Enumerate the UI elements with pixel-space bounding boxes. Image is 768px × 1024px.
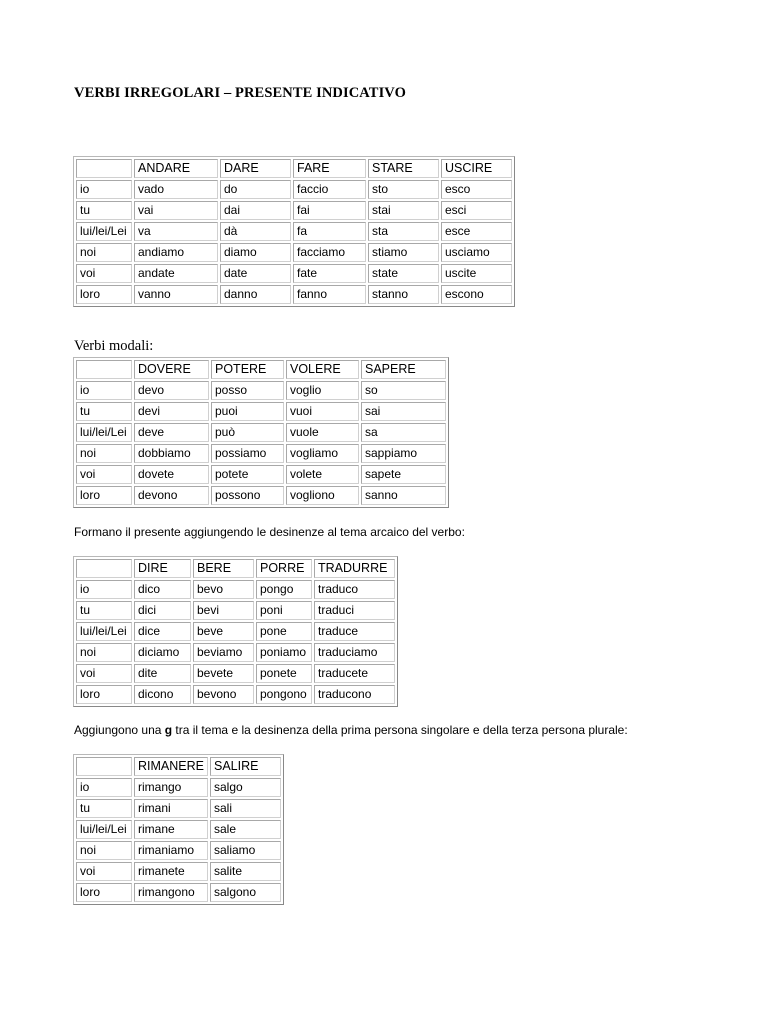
- conjugation-cell: bevete: [193, 664, 254, 683]
- header-empty-cell: [76, 360, 132, 379]
- conjugation-cell: sa: [361, 423, 446, 442]
- conjugation-cell: dicono: [134, 685, 191, 704]
- conjugation-cell: traduciamo: [314, 643, 395, 662]
- conjugation-cell: sale: [210, 820, 281, 839]
- conjugation-cell: possono: [211, 486, 284, 505]
- person-cell: io: [76, 778, 132, 797]
- table-row: [76, 601, 395, 620]
- conjugation-cell: pongo: [256, 580, 312, 599]
- person-cell: tu: [76, 601, 132, 620]
- verb-table-modal: [73, 357, 449, 508]
- conjugation-cell: volete: [286, 465, 359, 484]
- table-row: [76, 486, 446, 505]
- conjugation-cell: poni: [256, 601, 312, 620]
- verb-table-andare-uscire: [73, 156, 515, 307]
- table-row: [76, 643, 395, 662]
- person-cell: tu: [76, 799, 132, 818]
- conjugation-cell: andiamo: [134, 243, 218, 262]
- conjugation-cell: sapete: [361, 465, 446, 484]
- header-cell: SAPERE: [361, 360, 446, 379]
- header-cell: STARE: [368, 159, 439, 178]
- person-cell: tu: [76, 201, 132, 220]
- person-cell: lui/lei/Lei: [76, 820, 132, 839]
- header-cell: DIRE: [134, 559, 191, 578]
- conjugation-cell: bevi: [193, 601, 254, 620]
- table-row: [76, 381, 446, 400]
- conjugation-cell: va: [134, 222, 218, 241]
- conjugation-cell: salite: [210, 862, 281, 881]
- conjugation-cell: esco: [441, 180, 512, 199]
- person-cell: loro: [76, 486, 132, 505]
- conjugation-cell: sto: [368, 180, 439, 199]
- table-row: [76, 799, 281, 818]
- table-row: [76, 580, 395, 599]
- conjugation-cell: vanno: [134, 285, 218, 304]
- conjugation-cell: diciamo: [134, 643, 191, 662]
- conjugation-cell: rimanete: [134, 862, 208, 881]
- conjugation-cell: usciamo: [441, 243, 512, 262]
- table-row: [76, 862, 281, 881]
- conjugation-cell: rimani: [134, 799, 208, 818]
- conjugation-cell: stiamo: [368, 243, 439, 262]
- conjugation-cell: puoi: [211, 402, 284, 421]
- conjugation-cell: state: [368, 264, 439, 283]
- conjugation-cell: devo: [134, 381, 209, 400]
- table-row: [76, 465, 446, 484]
- conjugation-cell: dite: [134, 664, 191, 683]
- person-cell: loro: [76, 883, 132, 902]
- heading-modal-verbs: Verbi modali:: [74, 338, 154, 354]
- conjugation-cell: potete: [211, 465, 284, 484]
- conjugation-cell: traduce: [314, 622, 395, 641]
- conjugation-cell: salgo: [210, 778, 281, 797]
- conjugation-cell: stai: [368, 201, 439, 220]
- person-cell: noi: [76, 444, 132, 463]
- conjugation-cell: pone: [256, 622, 312, 641]
- conjugation-cell: vai: [134, 201, 218, 220]
- conjugation-cell: devi: [134, 402, 209, 421]
- conjugation-cell: esci: [441, 201, 512, 220]
- person-cell: tu: [76, 402, 132, 421]
- person-cell: voi: [76, 664, 132, 683]
- conjugation-cell: dai: [220, 201, 291, 220]
- header-cell: RIMANERE: [134, 757, 208, 776]
- person-cell: loro: [76, 285, 132, 304]
- header-cell: POTERE: [211, 360, 284, 379]
- conjugation-cell: pongono: [256, 685, 312, 704]
- conjugation-cell: escono: [441, 285, 512, 304]
- conjugation-cell: sai: [361, 402, 446, 421]
- table-row: [76, 444, 446, 463]
- conjugation-cell: danno: [220, 285, 291, 304]
- table-row: [76, 402, 446, 421]
- header-cell: PORRE: [256, 559, 312, 578]
- conjugation-cell: vado: [134, 180, 218, 199]
- conjugation-cell: bevono: [193, 685, 254, 704]
- conjugation-cell: esce: [441, 222, 512, 241]
- table-header-row: [76, 757, 281, 776]
- table-header-row: [76, 360, 446, 379]
- conjugation-cell: traducono: [314, 685, 395, 704]
- person-cell: lui/lei/Lei: [76, 423, 132, 442]
- table-row: [76, 778, 281, 797]
- conjugation-cell: saliamo: [210, 841, 281, 860]
- header-cell: TRADURRE: [314, 559, 395, 578]
- conjugation-cell: sali: [210, 799, 281, 818]
- person-cell: voi: [76, 264, 132, 283]
- person-cell: lui/lei/Lei: [76, 222, 132, 241]
- table-row: [76, 820, 281, 839]
- conjugation-cell: dovete: [134, 465, 209, 484]
- conjugation-cell: traducete: [314, 664, 395, 683]
- conjugation-cell: devono: [134, 486, 209, 505]
- conjugation-cell: traduco: [314, 580, 395, 599]
- conjugation-cell: rimango: [134, 778, 208, 797]
- header-cell: FARE: [293, 159, 366, 178]
- header-empty-cell: [76, 757, 132, 776]
- conjugation-cell: fate: [293, 264, 366, 283]
- table-header-row: [76, 159, 512, 178]
- person-cell: io: [76, 381, 132, 400]
- header-cell: USCIRE: [441, 159, 512, 178]
- conjugation-cell: diamo: [220, 243, 291, 262]
- table-row: [76, 423, 446, 442]
- person-cell: loro: [76, 685, 132, 704]
- conjugation-cell: vuole: [286, 423, 359, 442]
- conjugation-cell: sappiamo: [361, 444, 446, 463]
- header-empty-cell: [76, 559, 132, 578]
- conjugation-cell: stanno: [368, 285, 439, 304]
- conjugation-cell: ponete: [256, 664, 312, 683]
- conjugation-cell: beviamo: [193, 643, 254, 662]
- header-cell: VOLERE: [286, 360, 359, 379]
- person-cell: voi: [76, 862, 132, 881]
- conjugation-cell: facciamo: [293, 243, 366, 262]
- person-cell: noi: [76, 243, 132, 262]
- conjugation-cell: deve: [134, 423, 209, 442]
- conjugation-cell: voglio: [286, 381, 359, 400]
- person-cell: noi: [76, 841, 132, 860]
- table-row: [76, 201, 512, 220]
- conjugation-cell: sta: [368, 222, 439, 241]
- conjugation-cell: do: [220, 180, 291, 199]
- table-row: [76, 883, 281, 902]
- conjugation-cell: dice: [134, 622, 191, 641]
- conjugation-cell: rimane: [134, 820, 208, 839]
- conjugation-cell: bevo: [193, 580, 254, 599]
- conjugation-cell: sanno: [361, 486, 446, 505]
- person-cell: noi: [76, 643, 132, 662]
- conjugation-cell: vogliamo: [286, 444, 359, 463]
- table-header-row: [76, 559, 395, 578]
- conjugation-cell: uscite: [441, 264, 512, 283]
- conjugation-cell: rimaniamo: [134, 841, 208, 860]
- conjugation-cell: vuoi: [286, 402, 359, 421]
- table-row: [76, 622, 395, 641]
- heading-g-after: tra il tema e la desinenza della prima persona singolare e della terza persona plurale:: [172, 723, 628, 737]
- header-cell: SALIRE: [210, 757, 281, 776]
- conjugation-cell: dà: [220, 222, 291, 241]
- person-cell: io: [76, 180, 132, 199]
- table-row: [76, 685, 395, 704]
- conjugation-cell: salgono: [210, 883, 281, 902]
- conjugation-cell: possiamo: [211, 444, 284, 463]
- table-row: [76, 243, 512, 262]
- conjugation-cell: beve: [193, 622, 254, 641]
- table-row: [76, 264, 512, 283]
- verb-table-archaic-stem: [73, 556, 398, 707]
- header-cell: DOVERE: [134, 360, 209, 379]
- conjugation-cell: rimangono: [134, 883, 208, 902]
- verb-table-g-insertion: [73, 754, 284, 905]
- conjugation-cell: vogliono: [286, 486, 359, 505]
- conjugation-cell: fanno: [293, 285, 366, 304]
- conjugation-cell: può: [211, 423, 284, 442]
- person-cell: io: [76, 580, 132, 599]
- table-row: [76, 180, 512, 199]
- table-row: [76, 285, 512, 304]
- heading-archaic-stem: Formano il presente aggiungendo le desinenze al tema arcaico del verbo:: [74, 525, 465, 539]
- conjugation-cell: dico: [134, 580, 191, 599]
- conjugation-cell: dobbiamo: [134, 444, 209, 463]
- heading-g-insertion: [74, 723, 628, 737]
- table-row: [76, 841, 281, 860]
- table-row: [76, 222, 512, 241]
- conjugation-cell: poniamo: [256, 643, 312, 662]
- conjugation-cell: so: [361, 381, 446, 400]
- conjugation-cell: traduci: [314, 601, 395, 620]
- person-cell: voi: [76, 465, 132, 484]
- conjugation-cell: faccio: [293, 180, 366, 199]
- conjugation-cell: date: [220, 264, 291, 283]
- conjugation-cell: posso: [211, 381, 284, 400]
- conjugation-cell: fa: [293, 222, 366, 241]
- table-row: [76, 664, 395, 683]
- conjugation-cell: andate: [134, 264, 218, 283]
- header-empty-cell: [76, 159, 132, 178]
- header-cell: BERE: [193, 559, 254, 578]
- header-cell: ANDARE: [134, 159, 218, 178]
- conjugation-cell: fai: [293, 201, 366, 220]
- header-cell: DARE: [220, 159, 291, 178]
- heading-g-before: Aggiungono una: [74, 723, 165, 737]
- conjugation-cell: dici: [134, 601, 191, 620]
- heading-g-bold: g: [164, 723, 173, 737]
- person-cell: lui/lei/Lei: [76, 622, 132, 641]
- page-title: VERBI IRREGOLARI – PRESENTE INDICATIVO: [74, 85, 406, 101]
